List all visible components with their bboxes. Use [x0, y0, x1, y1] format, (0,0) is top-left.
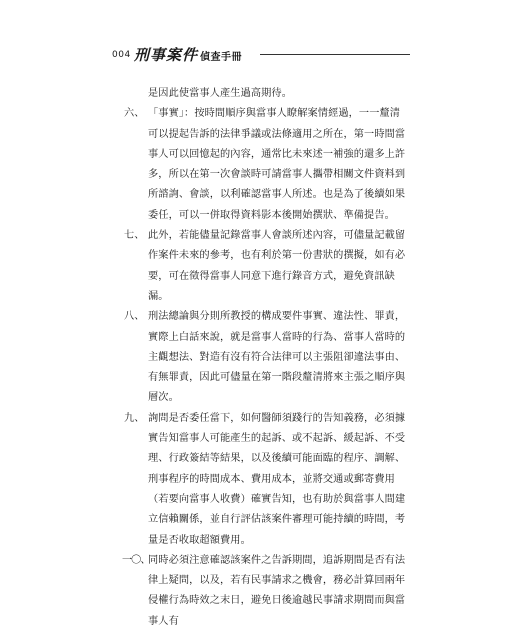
item-number: 六、: [124, 108, 145, 120]
item-text: 此外，若能儘量記錄當事人會談所述內容，可儘量記載留作案件未來的參考，也有利於第一份書狀的撰擬，如有必要，可在徵得當事人同意下進行錄音方式，避免資訊缺漏。: [148, 230, 406, 302]
item-number: 九、: [124, 412, 145, 424]
list-item-10: [124, 551, 410, 632]
page-number: 004: [112, 50, 131, 60]
item-number: 七、: [124, 230, 145, 242]
header-rule: [260, 54, 410, 55]
list-item-7: [124, 226, 410, 307]
item-text: 同時必須注意確認該案件之告訴期間，追訴期間是否有法律上疑問，以及，若有民事請求之機會，務必計算回兩年侵權行為時效之末日，避免日後逾越民事請求期間而與當事人有: [148, 554, 406, 627]
continuation-text: 是因此使當事人產生過高期待。: [148, 88, 293, 99]
running-header: [112, 44, 412, 68]
item-text: 刑法總論與分則所教授的構成要件事實、違法性、罪責，實際上白話來說，就是當事人當時的行為、當事人當時的主觀想法、對造有沒有符合法律可以主張阻卻違法事由、有無罪責，因此可儘量在第一階段釐清將來主張之順序與層次。: [148, 311, 406, 404]
page-body: [124, 84, 410, 632]
item-text: 「事實」：按時間順序與當事人瞭解案情經過，一一釐清可以提起告訴的法律爭議或法條適用之所在，第一時間當事人可以回憶起的內容，通常比未來述一補強的還多上許多，所以在第一次會談時可請當事人攜帶相關文件資料到所諮詢、會談，以利確認當事人所述。也是為了後續如果委任，可以一併取得資料影本後開始撰狀、準備提告。: [148, 108, 406, 221]
list-item-8: [124, 307, 410, 408]
item-text: 詢問是否委任當下，如何醫師須踐行的告知義務，必須據實告知當事人可能產生的起訴、或不起訴、緩起訴、不受理、行政簽結等結果，以及後續可能面臨的程序、調解、刑事程序的時間成本、費用成本，並將交通或郵寄費用（若要向當事人收費）確實告知，也有助於與當事人間建立信賴關係，並自行評估該案件審理可能持續的時間，考量是否收取超額費用。: [148, 412, 406, 546]
list-item-9: [124, 409, 410, 551]
item-number: 八、: [124, 311, 145, 323]
book-subtitle: 偵查手冊: [200, 52, 242, 63]
item-number: 一〇、: [122, 554, 150, 566]
list-item-6: [124, 104, 410, 226]
continuation-paragraph: [124, 84, 410, 104]
book-title: 刑事案件: [134, 46, 199, 64]
